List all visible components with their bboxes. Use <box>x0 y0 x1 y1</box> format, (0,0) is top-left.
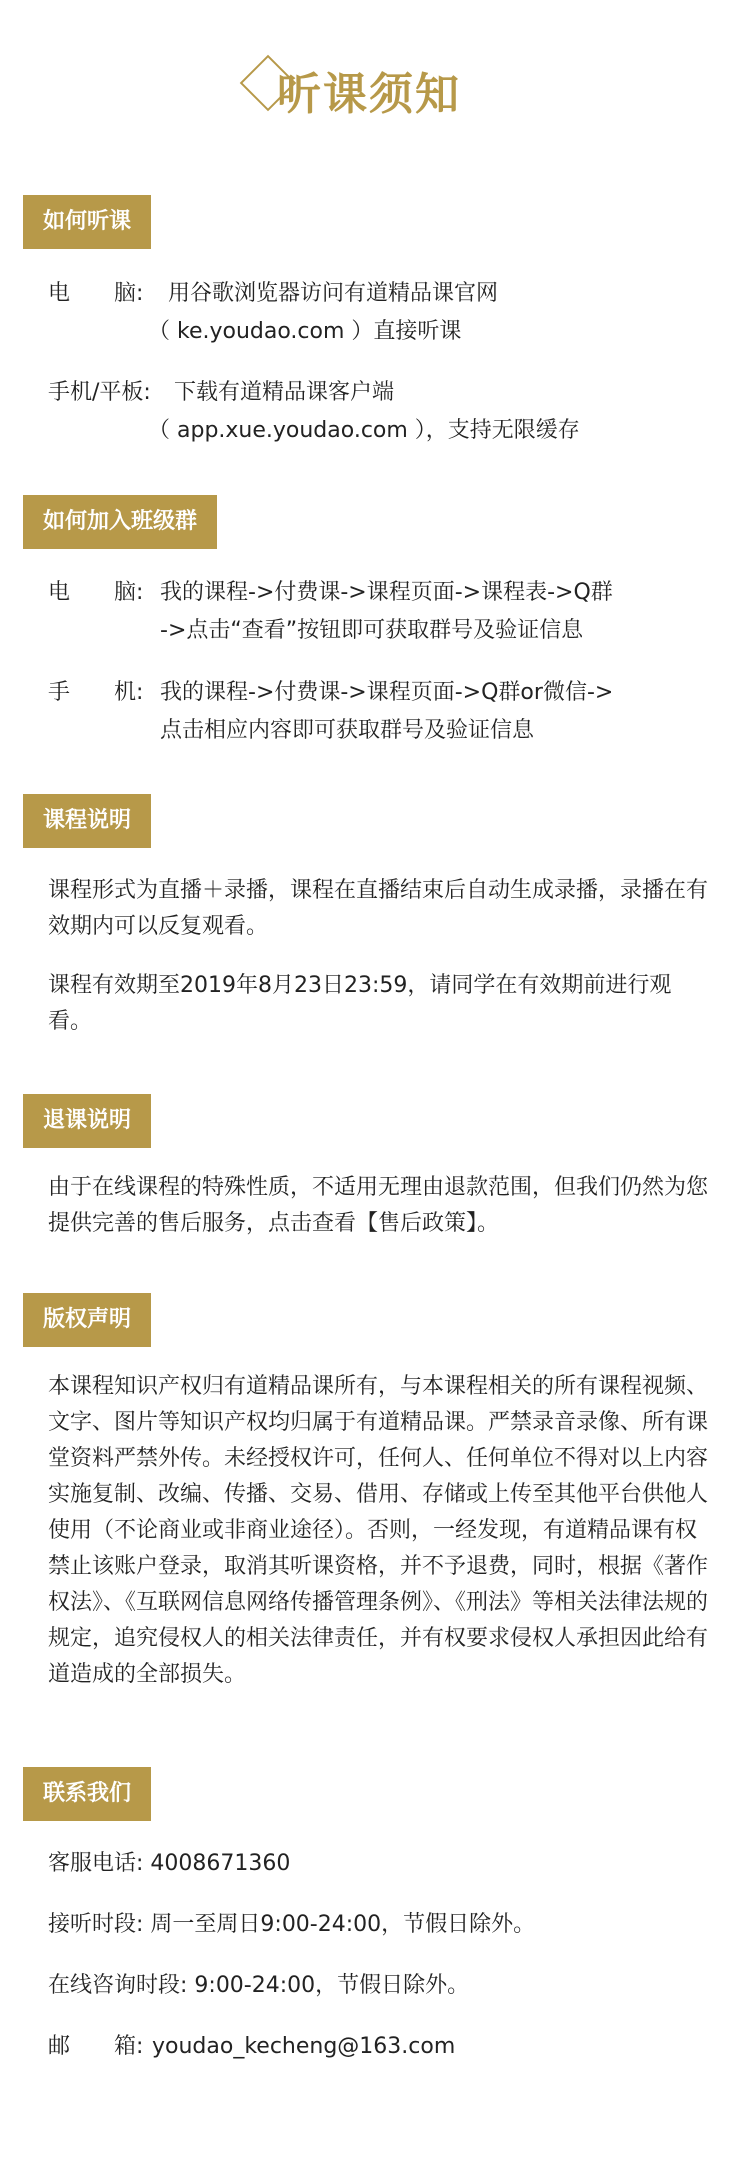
section-tag-refund: 退课说明 <box>23 1094 151 1148</box>
refund-paragraph: 由于在线课程的特殊性质，不适用无理由退款范围，但我们仍然为您提供完善的售后服务，点击查看【售后政策】。 <box>48 1175 709 1236</box>
section-tag-join-group: 如何加入班级群 <box>23 495 217 549</box>
contact-phone-text: 客服电话: 4008671360 <box>48 1851 291 1876</box>
pc-value-line2: ->点击“查看”按钮即可获取群号及验证信息 <box>160 618 584 643</box>
page-header <box>0 55 750 135</box>
phone-label: 手 机: <box>48 680 144 705</box>
copyright-paragraph: 本课程知识产权归有道精品课所有，与本课程相关的所有课程视频、文字、图片等知识产权均归属于有道精品课。严禁录音录像、所有课堂资料严禁外传。未经授权许可，任何人、任何单位不得对以上内容实施复制、改编、传播、交易、借用、存储或上传至其他平台供他人使用（不论商业或非商业途径）。否则，一经发现，有道精品课有权禁止该账户登录，取消其听课资格，并不予退费，同时，根据《著作权法》、《互联网信息网络传播管理条例》、《刑法》等相关法律法规的规定，追究侵权人的相关法律责任，并有权要求侵权人承担因此给有道造成的全部损失。 <box>48 1374 709 1687</box>
course-info-paragraph-1: 课程形式为直播＋录播，课程在直播结束后自动生成录播，录播在有效期内可以反复观看。 <box>48 878 709 939</box>
pc-value-line1: 我的课程->付费课->课程页面->课程表->Q群 <box>160 580 613 605</box>
contact-online-text: 在线咨询时段: 9:00-24:00，节假日除外。 <box>48 1973 470 1998</box>
section-tag-contact: 联系我们 <box>23 1767 151 1821</box>
section-tag-course-info: 课程说明 <box>23 794 151 848</box>
pc-value-line2: （ ke.youdao.com ）直接听课 <box>148 319 462 344</box>
pc-label: 电 脑: <box>48 281 144 306</box>
section-tag-how-to-listen: 如何听课 <box>23 195 151 249</box>
phone-value-line1: 我的课程->付费课->课程页面->Q群or微信-> <box>160 680 614 705</box>
pc-value-line1: 用谷歌浏览器访问有道精品课官网 <box>168 281 499 306</box>
mobile-label: 手机/平板: <box>48 380 151 405</box>
email-value[interactable]: youdao_kecheng@163.com <box>152 2034 456 2059</box>
email-label: 邮 箱: <box>48 2034 144 2059</box>
pc-label: 电 脑: <box>48 580 144 605</box>
contact-hours-text: 接听时段: 周一至周日9:00-24:00，节假日除外。 <box>48 1912 536 1937</box>
phone-value-line2: 点击相应内容即可获取群号及验证信息 <box>160 718 535 743</box>
mobile-value-line1: 下载有道精品课客户端 <box>174 380 395 405</box>
section-tag-copyright: 版权声明 <box>23 1293 151 1347</box>
mobile-value-line2: （ app.xue.youdao.com ），支持无限缓存 <box>148 418 580 443</box>
course-info-paragraph-2: 课程有效期至2019年8月23日23:59，请同学在有效期前进行观看。 <box>48 973 672 1034</box>
page-title: 听课须知 <box>277 69 461 120</box>
